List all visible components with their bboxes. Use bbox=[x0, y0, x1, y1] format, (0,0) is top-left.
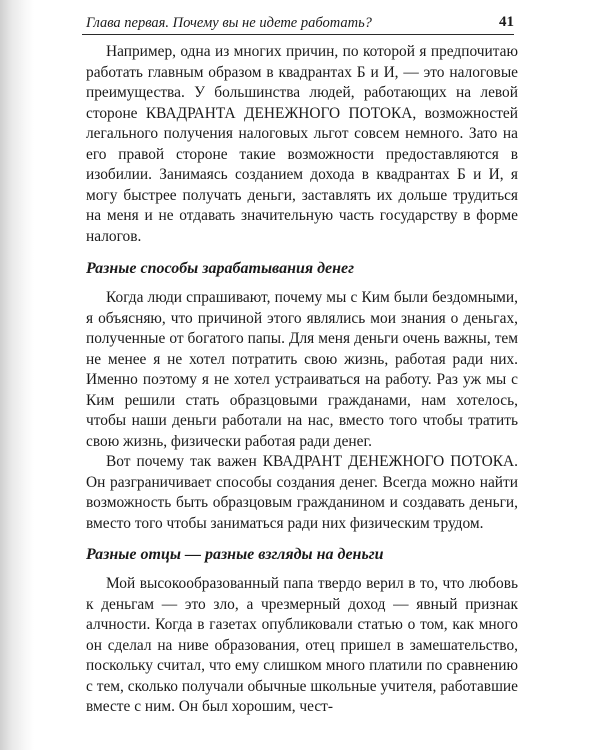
paragraph-homeless: Когда люди спрашивают, почему мы с Ким были бездомными, я объясняю, что причиной этого являлись мои знания о деньгах, полученные от богатого папы. Для меня деньги очень важны, тем не менее я не хотел потратить свою жизнь, работая ради них. Именно поэтому я не хотел устраиваться на работу. Раз уж мы с Ким решили стать образцовыми гражданами, нам хотелось, чтобы наши деньги работали на нас, вместо того чтобы тратить свою жизнь, физически работая ради денег. bbox=[86, 289, 518, 450]
section-2 bbox=[86, 544, 518, 566]
paragraph-educated-dad: Мой высокообразованный папа твердо верил в то, что любовь к деньгам — это зло, а чрезмерный доход — явный признак алчности. Когда в газетах опубликовали статью о том, как много он сделал на ниве образования, отец пришел в замешательство, поскольку считал, что ему слишком много платили по сравнению с тем, сколько получали обычные школьные учителя, работавшие вместе с ним. Он был хорошим, чест- bbox=[86, 575, 518, 715]
section-heading-different-fathers: Разные отцы — разные взгляды на деньги bbox=[86, 546, 384, 563]
book-spine-shadow bbox=[0, 0, 34, 750]
body-block-2 bbox=[86, 288, 518, 534]
section-heading-ways-to-earn: Разные способы зарабатывания денег bbox=[86, 260, 355, 277]
page-number: 41 bbox=[499, 14, 514, 30]
paragraph-tax-advantages: Например, одна из многих причин, по которой я предпочитаю работать главным образом в квадрантах Б и И, — это налоговые преимущества. У большинства людей, работающих на левой стороне КВАДРАНТА ДЕНЕЖНОГО ПОТОКА, возможностей легального получения налоговых льгот совсем немного. Зато на его правой стороне такие возможности предоставляются в изобилии. Занимаясь созданием дохода в квадрантах Б и И, я могу быстрее получать деньги, заставлять их дольше трудиться на меня и не отдавать значительную часть государству в форме налогов. bbox=[86, 43, 518, 245]
section-1 bbox=[86, 258, 518, 280]
paragraph-quadrant: Вот почему так важен КВАДРАНТ ДЕНЕЖНОГО ПОТОКА. Он разграничивает способы создания денег. Всегда можно найти возможность быть образцовым гражданином и создавать деньги, вместо того чтобы заниматься ради них физическим трудом. bbox=[86, 453, 518, 532]
body-block-3 bbox=[86, 574, 518, 718]
running-title: Глава первая. Почему вы не идете работать? bbox=[86, 15, 372, 31]
body-block-1 bbox=[86, 42, 518, 247]
page-header bbox=[82, 14, 514, 35]
